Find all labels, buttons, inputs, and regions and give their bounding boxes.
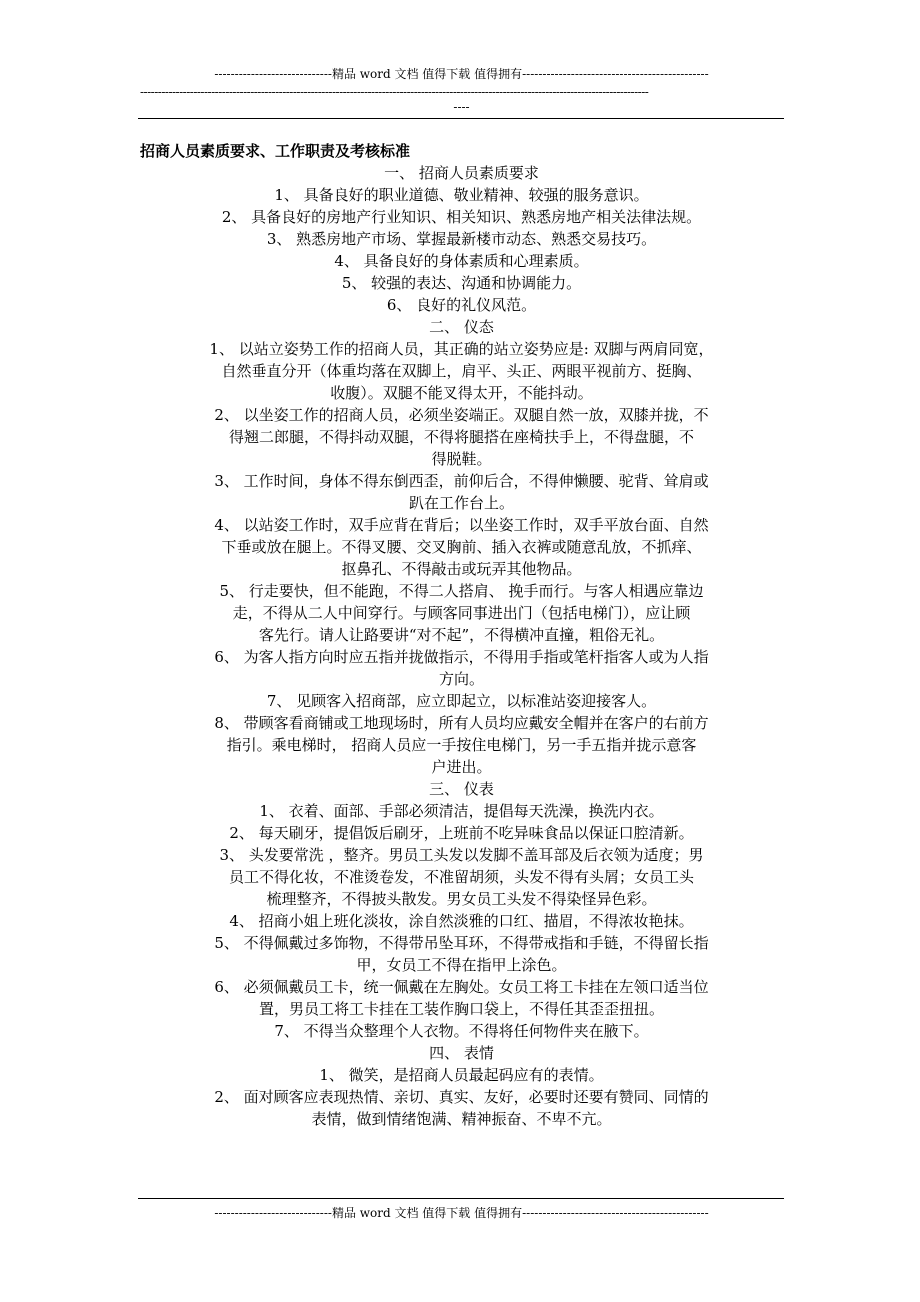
text-line: 客先行。请人让路要讲“对不起”，不得横冲直撞，粗俗无礼。 [258,626,665,644]
page-header: -----------------------------精品 word 文档 值得下载 值得拥有---------------------------------------------- [214,67,709,81]
text-line: 户进出。 [431,758,492,776]
page-footer: -----------------------------精品 word 文档 值得下载 值得拥有---------------------------------------------- [214,1206,709,1220]
text-line: 自然垂直分开（体重均落在双脚上，肩平、头正、两眼平视前方、挺胸、 [221,362,702,380]
text-line: 得脱鞋。 [431,450,492,468]
text-line: 5、 行走要快，但不能跑，不得二人搭肩、 挽手而行。与客人相遇应靠边 [219,582,704,600]
text-line: 二、 仪态 [429,318,494,336]
text-line: 4、 以站姿工作时，双手应背在背后；以坐姿工作时，双手平放台面、自然 [214,516,709,534]
text-line: 8、 带顾客看商铺或工地现场时，所有人员均应戴安全帽并在客户的右前方 [214,714,709,732]
text-line: 1、 具备良好的职业道德、敬业精神、较强的服务意识。 [274,186,649,204]
text-line: 7、 见顾客入招商部，应立即起立，以标准站姿迎接客人。 [266,692,657,710]
text-line: 6、 必须佩戴员工卡，统一佩戴在左胸处。女员工将工卡挂在左领口适当位 [214,978,709,996]
text-line: 5、 较强的表达、沟通和协调能力。 [341,274,582,292]
text-line: 3、 熟悉房地产市场、掌握最新楼市动态、熟悉交易技巧。 [266,230,657,248]
document-lines [140,162,783,1130]
text-line: 1、 微笑，是招商人员最起码应有的表情。 [319,1066,604,1084]
text-line: 梳理整齐，不得披头散发。男女员工头发不得染怪异色彩。 [266,890,657,908]
text-line: 抠鼻孔、不得敲击或玩弄其他物品。 [341,560,582,578]
text-line: 1、 衣着、面部、手部必须清洁，提倡每天洗澡，换洗内衣。 [259,802,664,820]
document-body [140,140,783,1130]
text-line: 得翘二郎腿，不得抖动双腿，不得将腿搭在座椅扶手上，不得盘腿，不 [228,428,694,446]
text-line: 下垂或放在腿上。不得叉腰、交叉胸前、插入衣裤或随意乱放，不抓痒、 [221,538,702,556]
text-line: 1、 以站立姿势工作的招商人员，其正确的站立姿势应是: 双脚与两肩同宽， [209,340,714,358]
text-line: 表情，做到情绪饱满、精神振奋、不卑不亢。 [311,1110,612,1128]
text-line: 2、 具备良好的房地产行业知识、相关知识、熟悉房地产相关法律法规。 [221,208,702,226]
text-line: 4、 具备良好的身体素质和心理素质。 [334,252,589,270]
text-line: 方向。 [438,670,484,688]
text-line: 7、 不得当众整理个人衣物。不得将任何物件夹在腋下。 [274,1022,649,1040]
text-line: 四、 表情 [429,1044,494,1062]
header-dash-line: ----------------------------------------------------------------------------------------------------------------------------------------------- [140,85,649,99]
text-line: 一、 招商人员素质要求 [384,164,539,182]
text-line: 4、 招商小姐上班化淡妆，涂自然淡雅的口红、描眉，不得浓妆艳抹。 [229,912,694,930]
text-line: 员工不得化妆，不准烫卷发，不准留胡须，头发不得有头屑；女员工头 [228,868,694,886]
text-line: 趴在工作台上。 [408,494,514,512]
text-line: 指引。乘电梯时， 招商人员应一手按住电梯门，另一手五指并拢示意客 [226,736,697,754]
text-line: 3、 头发要常洗 ，整齐。男员工头发以发脚不盖耳部及后衣领为适度；男 [219,846,704,864]
text-line: 2、 面对顾客应表现热情、亲切、真实、友好，必要时还要有赞同、同情的 [214,1088,709,1106]
text-line: 6、 为客人指方向时应五指并拢做指示，不得用手指或笔杆指客人或为人指 [214,648,709,666]
text-line: 收腹）。双腿不能叉得太开，不能抖动。 [330,384,593,402]
text-line: 置，男员工将工卡挂在工装作胸口袋上，不得任其歪歪扭扭。 [258,1000,664,1018]
text-line: 5、 不得佩戴过多饰物，不得带吊坠耳环，不得带戒指和手链，不得留长指 [214,934,709,952]
document-title: 招商人员素质要求、工作职责及考核标准 [140,142,411,160]
text-line: 甲，女员工不得在指甲上涂色。 [356,956,567,974]
text-line: 2、 以坐姿工作的招商人员，必须坐姿端正。双腿自然一放，双膝并拢，不 [214,406,709,424]
text-line: 6、 良好的礼仪风范。 [386,296,537,314]
text-line: 走，不得从二人中间穿行。与顾客同事进出门（包括电梯门），应让顾 [232,604,691,622]
text-line: 3、 工作时间，身体不得东倒西歪，前仰后合，不得伸懒腰、驼背、耸肩或 [214,472,709,490]
header-dash-line-end: ---- [453,100,470,114]
text-line: 三、 仪表 [429,780,494,798]
footer-rule [138,1198,784,1199]
text-line: 2、 每天刷牙，提倡饭后刷牙，上班前不吃异味食品以保证口腔清新。 [229,824,694,842]
header-rule [138,118,784,119]
